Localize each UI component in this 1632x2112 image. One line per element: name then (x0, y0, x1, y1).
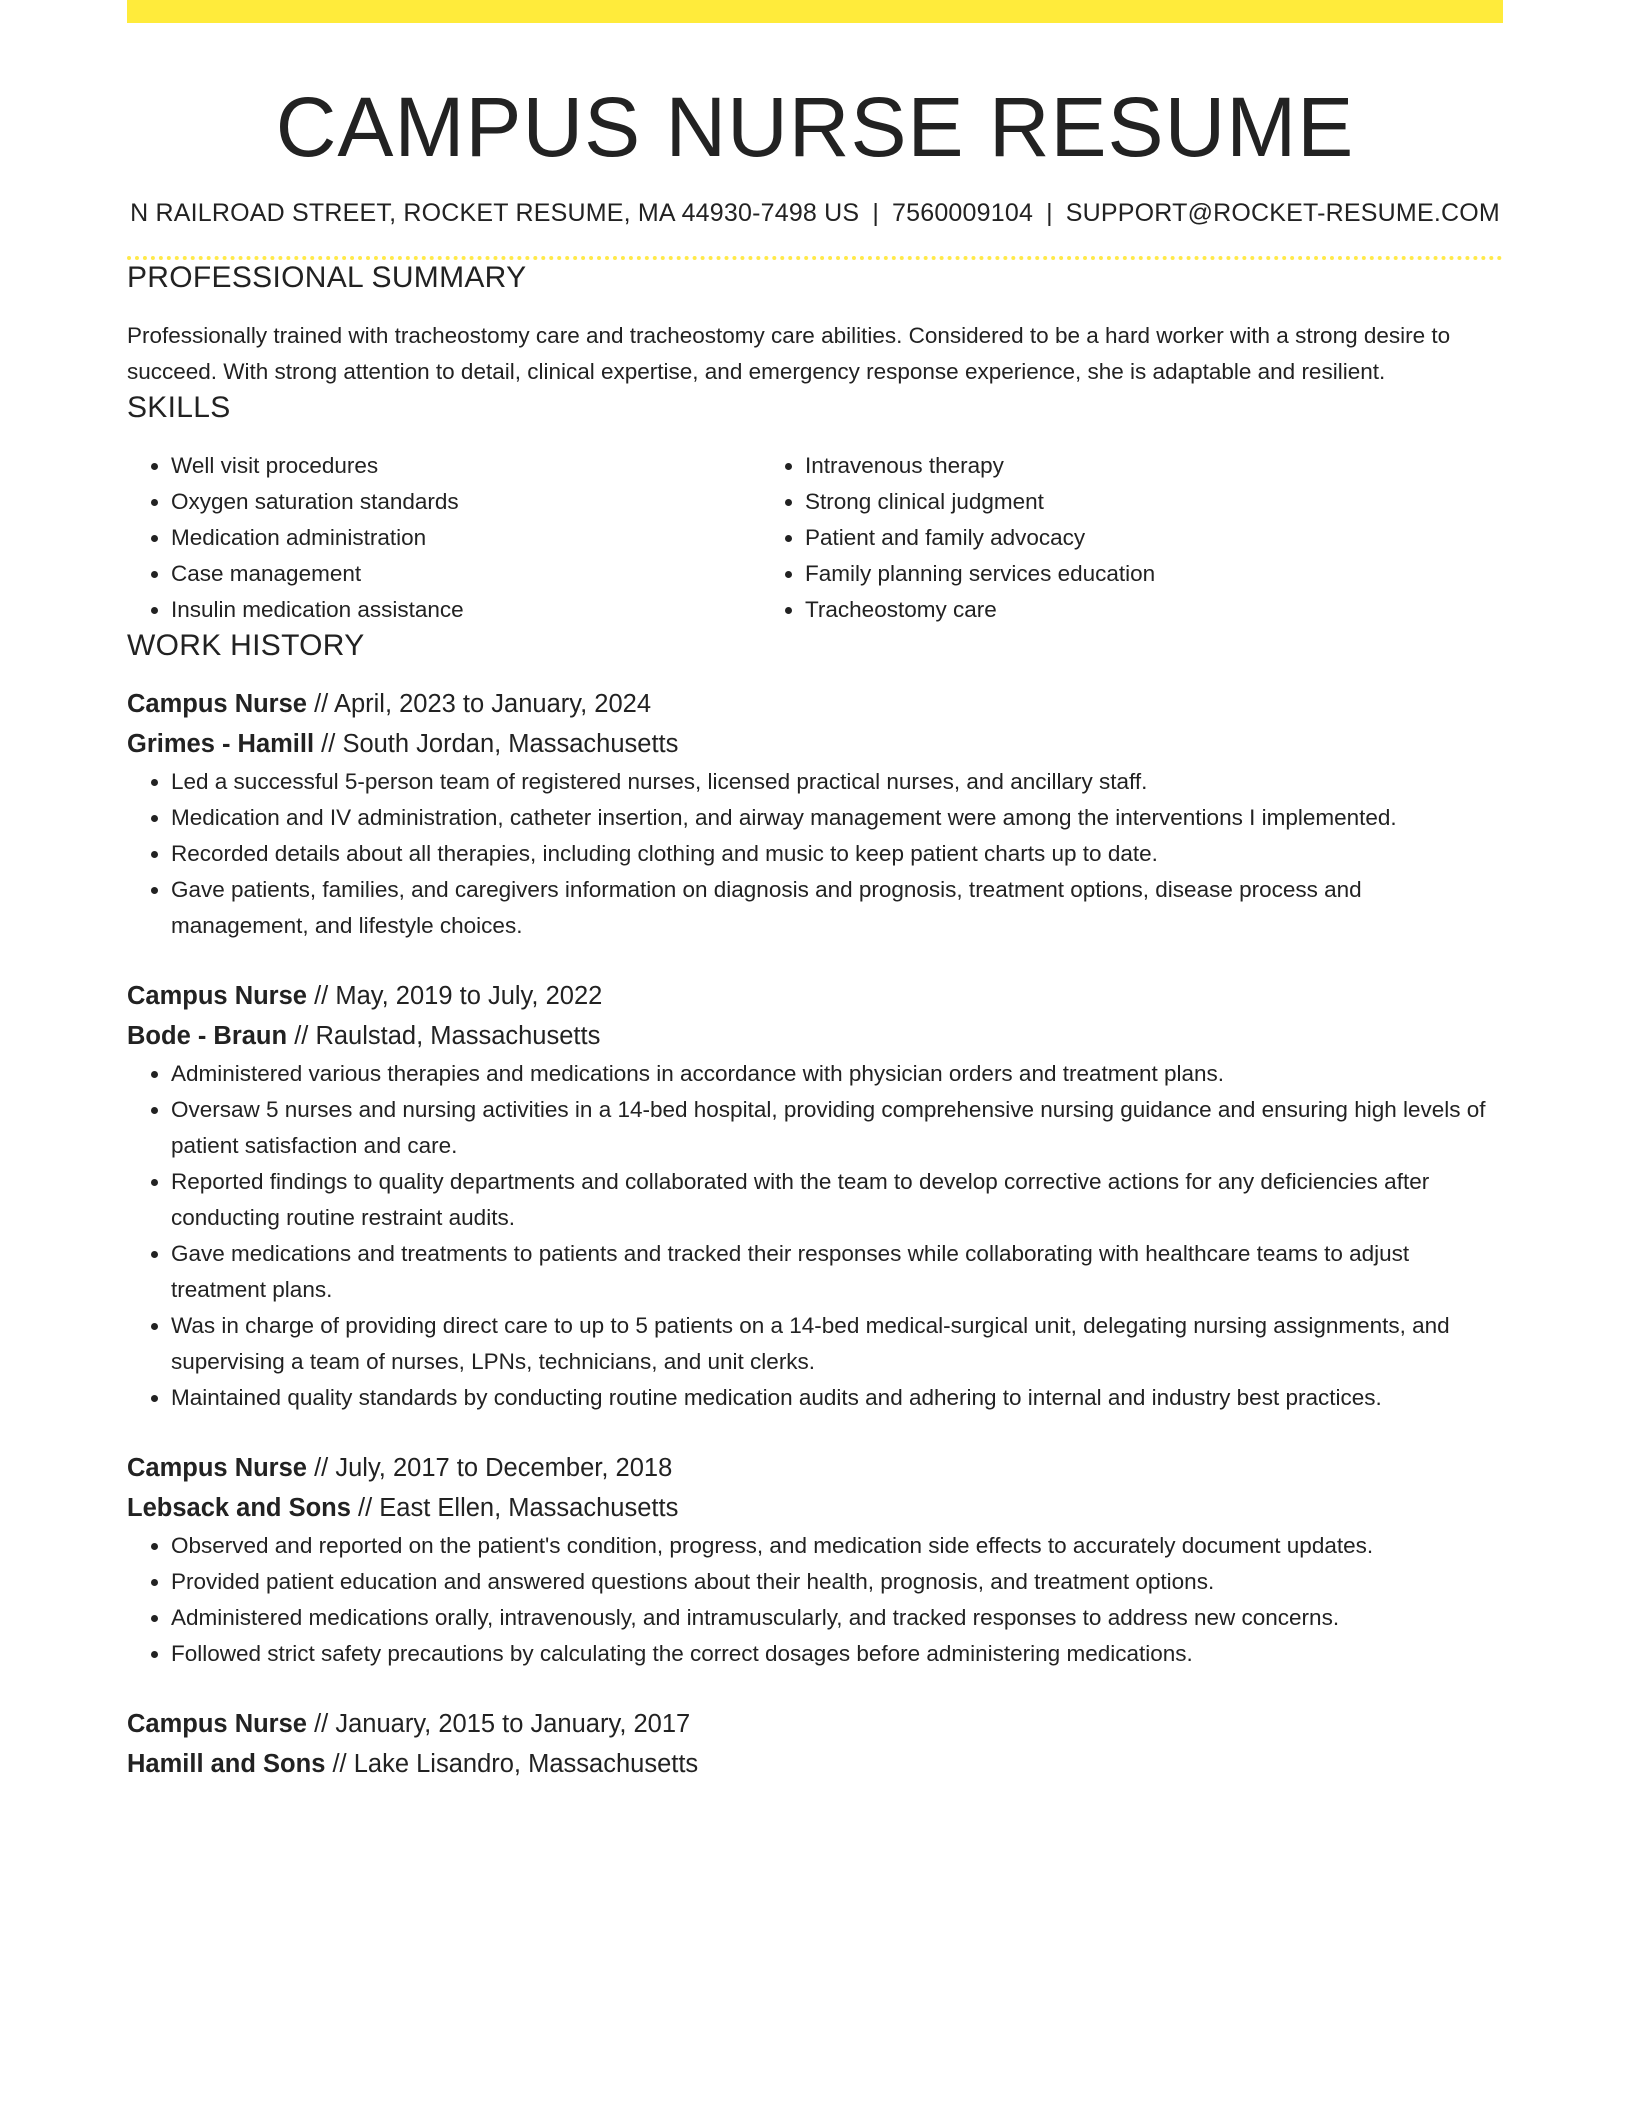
resume-title: CAMPUS NURSE RESUME (275, 80, 1355, 174)
work-history-heading: WORK HISTORY (127, 629, 365, 662)
job-separator: // (314, 690, 329, 718)
job-bullet: • Gave patients, families, and caregivers information on diagnosis and prognosis, treatment options, disease process and management, and lifestyle choices. (171, 872, 1503, 944)
skills-heading: SKILLS (127, 391, 231, 424)
job-bullet: • Medication and IV administration, catheter insertion, and airway management were among the interventions I implemented. (171, 800, 1503, 836)
job-bullet: • Recorded details about all therapies, including clothing and music to keep patient charts up to date. (171, 836, 1503, 872)
skill-item: • Insulin medication assistance (171, 592, 761, 628)
job-separator: // (358, 1494, 373, 1522)
job-company: Bode - Braun (127, 1022, 288, 1050)
skill-item: • Well visit procedures (171, 448, 761, 484)
job-entry (127, 684, 1503, 944)
job-bullets (127, 1528, 1503, 1672)
skills-list (127, 448, 1503, 628)
job-bullets (127, 764, 1503, 944)
job-company-line (127, 1744, 1503, 1784)
job-title: Campus Nurse (127, 982, 307, 1010)
job-separator: // (332, 1750, 347, 1778)
job-bullets (127, 1056, 1503, 1416)
job-title: Campus Nurse (127, 690, 307, 718)
job-company: Hamill and Sons (127, 1750, 326, 1778)
job-title-line (127, 1704, 1503, 1744)
job-location: East Ellen, Massachusetts (379, 1494, 679, 1522)
job-company-line (127, 1016, 1503, 1056)
job-bullet: • Led a successful 5-person team of registered nurses, licensed practical nurses, and ancillary staff. (171, 764, 1503, 800)
job-location: Raulstad, Massachusetts (315, 1022, 601, 1050)
job-dates: April, 2023 to January, 2024 (333, 690, 652, 718)
job-title-line (127, 684, 1503, 724)
job-bullet: • Reported findings to quality departments and collaborated with the team to develop corrective actions for any deficiencies after conducting routine restraint audits. (171, 1164, 1503, 1236)
job-company-line (127, 1488, 1503, 1528)
job-bullet: • Followed strict safety precautions by calculating the correct dosages before administering medications. (171, 1636, 1503, 1672)
contact-separator: | (1046, 199, 1053, 227)
job-title-line (127, 976, 1503, 1016)
skill-item: • Oxygen saturation standards (171, 484, 761, 520)
job-company-line (127, 724, 1503, 764)
job-title: Campus Nurse (127, 1454, 307, 1482)
skill-item: • Medication administration (171, 520, 761, 556)
job-entry (127, 1448, 1503, 1672)
job-company: Grimes - Hamill (127, 730, 315, 758)
skill-item: • Case management (171, 556, 761, 592)
summary-text: Professionally trained with tracheostomy care and tracheostomy care abilities. Considered to be a hard worker with a strong desire to succeed. With strong attention to detail, clinical expertise, and emergency response experience, she is adaptable and resilient. (127, 323, 1451, 384)
contact-phone: 7560009104 (892, 199, 1034, 227)
job-entry (127, 976, 1503, 1416)
job-title: Campus Nurse (127, 1710, 307, 1738)
job-bullet: • Observed and reported on the patient's condition, progress, and medication side effects to accurately document updates. (171, 1528, 1503, 1564)
job-bullet: • Administered medications orally, intravenously, and intramuscularly, and tracked responses to address new concerns. (171, 1600, 1503, 1636)
skills-column-left (127, 448, 761, 628)
resume-page (127, 0, 1503, 1784)
job-separator: // (314, 1710, 329, 1738)
contact-separator: | (872, 199, 880, 227)
job-bullet: • Provided patient education and answered questions about their health, prognosis, and treatment options. (171, 1564, 1503, 1600)
job-bullet: • Was in charge of providing direct care to up to 5 patients on a 14-bed medical-surgical unit, delegating nursing assignments, and supervising a team of nurses, LPNs, technicians, and unit clerks. (171, 1308, 1503, 1380)
job-separator: // (314, 982, 329, 1010)
job-bullet: • Maintained quality standards by conducting routine medication audits and adhering to internal and industry best practices. (171, 1380, 1503, 1416)
job-company: Lebsack and Sons (127, 1494, 351, 1522)
job-separator: // (321, 730, 336, 758)
job-location: Lake Lisandro, Massachusetts (353, 1750, 699, 1778)
contact-line (127, 198, 1503, 228)
job-separator: // (314, 1454, 329, 1482)
job-bullet: • Administered various therapies and medications in accordance with physician orders and treatment plans. (171, 1056, 1503, 1092)
job-location: South Jordan, Massachusetts (342, 730, 679, 758)
job-entry (127, 1704, 1503, 1784)
contact-address: N RAILROAD STREET, ROCKET RESUME, MA 44930-7498 US (130, 199, 860, 227)
skills-column-right (761, 448, 1503, 628)
job-dates: May, 2019 to July, 2022 (335, 982, 603, 1010)
job-separator: // (294, 1022, 309, 1050)
skill-item: • Patient and family advocacy (805, 520, 1503, 556)
skill-item: • Intravenous therapy (805, 448, 1503, 484)
skill-item: • Strong clinical judgment (805, 484, 1503, 520)
job-bullet: • Gave medications and treatments to patients and tracked their responses while collaborating with healthcare teams to adjust treatment plans. (171, 1236, 1503, 1308)
job-bullet: • Oversaw 5 nurses and nursing activities in a 14-bed hospital, providing comprehensive nursing guidance and ensuring high levels of patient satisfaction and care. (171, 1092, 1503, 1164)
skill-item: • Tracheostomy care (805, 592, 1503, 628)
contact-email: SUPPORT@ROCKET-RESUME.COM (1065, 199, 1500, 227)
job-title-line (127, 1448, 1503, 1488)
job-dates: January, 2015 to January, 2017 (335, 1710, 691, 1738)
accent-bar (127, 0, 1503, 23)
summary-heading: PROFESSIONAL SUMMARY (127, 261, 527, 294)
skill-item: • Family planning services education (805, 556, 1503, 592)
job-dates: July, 2017 to December, 2018 (335, 1454, 673, 1482)
